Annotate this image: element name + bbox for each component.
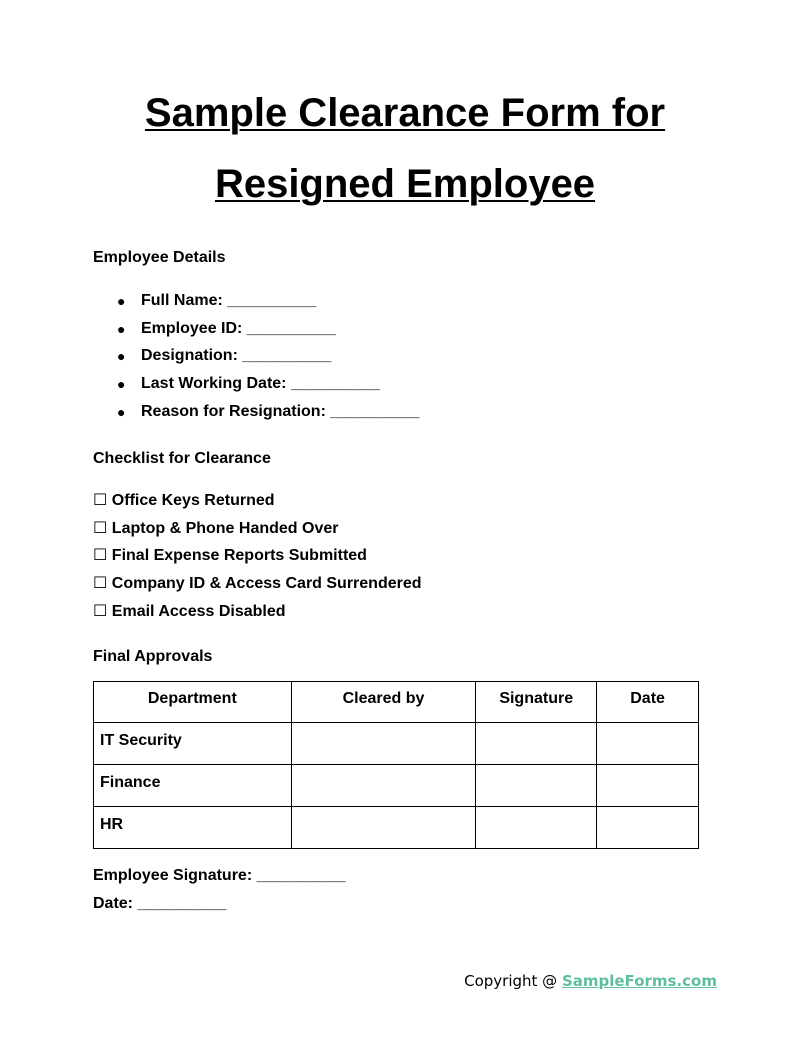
bullet-icon: ● bbox=[117, 403, 126, 420]
field-designation: Designation: __________ bbox=[141, 347, 332, 365]
sampleforms-link[interactable]: SampleForms.com bbox=[561, 972, 717, 990]
copyright-text: Copyright @ bbox=[464, 972, 558, 990]
list-item bbox=[93, 289, 419, 317]
list-item bbox=[93, 317, 419, 345]
employee-details-heading: Employee Details bbox=[93, 249, 226, 266]
department-cell: HR bbox=[94, 807, 292, 849]
checklist-item-label: Office Keys Returned bbox=[111, 492, 275, 509]
field-reason-for-resignation: Reason for Resignation: __________ bbox=[141, 402, 420, 420]
column-header-department: Department bbox=[94, 682, 292, 723]
checklist-item bbox=[93, 599, 422, 627]
page-title-line-2: Resigned Employee bbox=[214, 162, 596, 206]
employee-details-list bbox=[93, 289, 419, 427]
department-cell: IT Security bbox=[94, 723, 292, 765]
field-full-name: Full Name: __________ bbox=[141, 292, 317, 309]
column-header-date: Date bbox=[597, 682, 699, 723]
department-cell: Finance bbox=[94, 765, 292, 807]
checklist-item-label: Final Expense Reports Submitted bbox=[111, 547, 367, 565]
date-cell[interactable] bbox=[597, 765, 699, 807]
signature-cell[interactable] bbox=[476, 723, 597, 765]
checklist-item bbox=[93, 516, 422, 544]
column-header-cleared-by: Cleared by bbox=[291, 682, 476, 723]
checklist-item-label: Laptop & Phone Handed Over bbox=[111, 519, 339, 537]
date-cell[interactable] bbox=[597, 807, 699, 849]
checklist-item bbox=[93, 543, 422, 571]
checkbox-icon[interactable]: ☐ bbox=[93, 545, 108, 565]
page-title bbox=[0, 78, 806, 220]
table-row bbox=[94, 723, 699, 765]
checkbox-icon[interactable]: ☐ bbox=[93, 517, 108, 537]
cleared-by-cell[interactable] bbox=[291, 723, 476, 765]
table-header-row bbox=[94, 682, 699, 723]
clearance-checklist bbox=[93, 488, 422, 626]
cleared-by-cell[interactable] bbox=[291, 765, 476, 807]
page-title-line-1: Sample Clearance Form for bbox=[144, 91, 666, 135]
signature-cell[interactable] bbox=[476, 807, 597, 849]
date-cell[interactable] bbox=[597, 723, 699, 765]
final-approvals-table bbox=[93, 681, 699, 849]
bullet-icon: ● bbox=[117, 293, 126, 309]
column-header-signature: Signature bbox=[476, 682, 597, 723]
list-item bbox=[93, 344, 419, 372]
field-last-working-date: Last Working Date: __________ bbox=[141, 375, 380, 393]
table-row bbox=[94, 765, 699, 807]
checkbox-icon[interactable]: ☐ bbox=[93, 573, 108, 593]
checklist-item-label: Email Access Disabled bbox=[111, 602, 286, 620]
field-employee-id: Employee ID: __________ bbox=[141, 319, 336, 337]
signoff-date-field: Date: __________ bbox=[93, 895, 227, 912]
checkbox-icon[interactable]: ☐ bbox=[93, 600, 108, 620]
checklist-item bbox=[93, 488, 422, 516]
bullet-icon: ● bbox=[117, 320, 126, 337]
checklist-heading: Checklist for Clearance bbox=[93, 450, 271, 463]
signature-cell[interactable] bbox=[476, 765, 597, 807]
checklist-item bbox=[93, 571, 422, 599]
cleared-by-cell[interactable] bbox=[291, 807, 476, 849]
bullet-icon: ● bbox=[117, 348, 126, 365]
list-item bbox=[93, 400, 419, 428]
list-item bbox=[93, 372, 419, 400]
bullet-icon: ● bbox=[117, 376, 126, 393]
employee-signature-field: Employee Signature: __________ bbox=[93, 867, 346, 884]
checkbox-icon[interactable]: ☐ bbox=[93, 490, 108, 509]
table-row bbox=[94, 807, 699, 849]
final-approvals-heading: Final Approvals bbox=[93, 648, 213, 665]
copyright-footer bbox=[464, 970, 717, 992]
checklist-item-label: Company ID & Access Card Surrendered bbox=[111, 575, 422, 593]
